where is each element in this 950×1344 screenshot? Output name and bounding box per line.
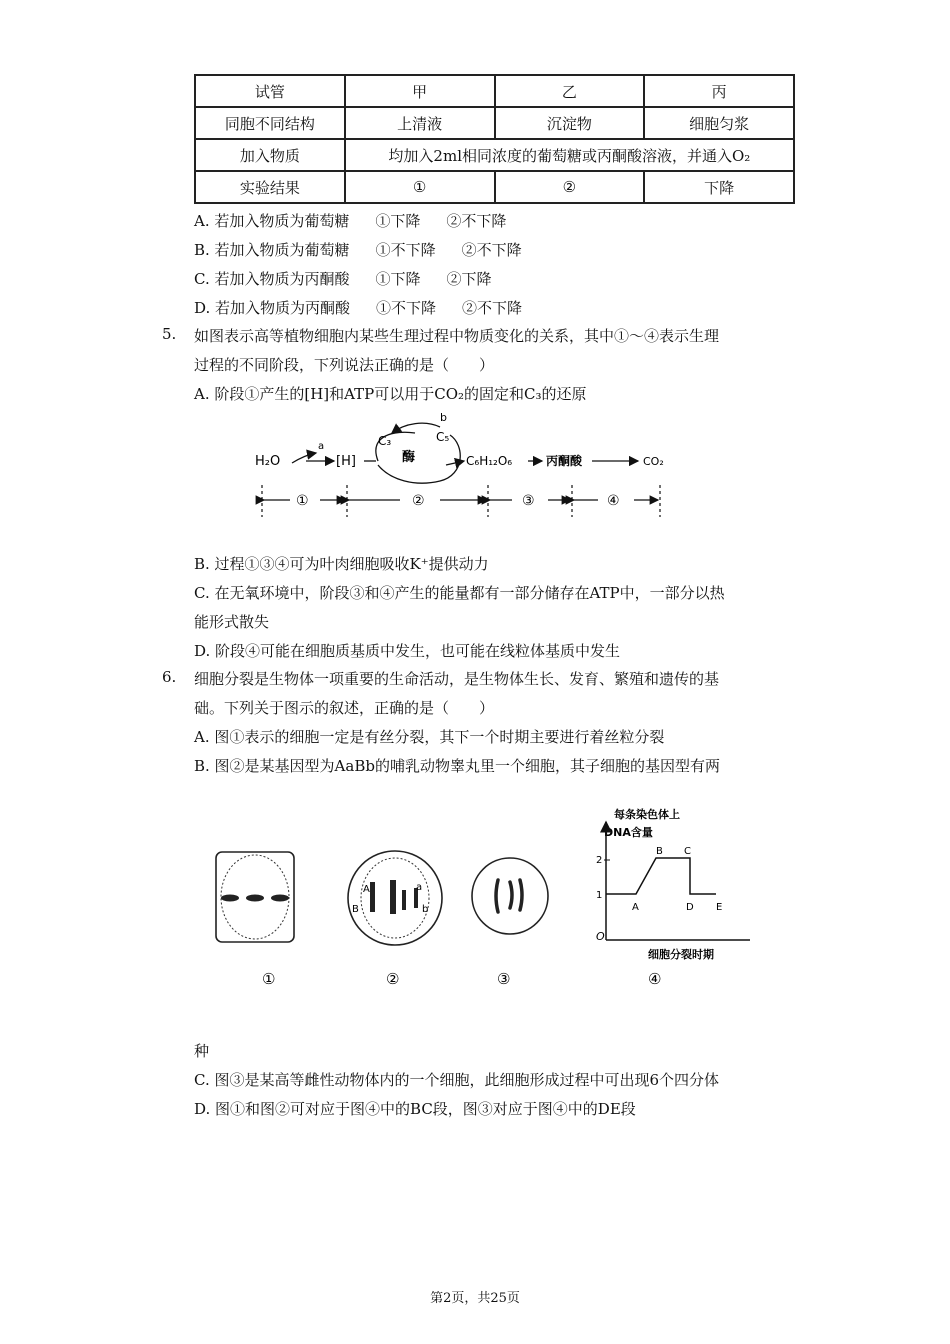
stage-1-label: ①: [296, 493, 309, 509]
graph-point-E: E: [716, 902, 723, 913]
figure-caption-2: ②: [386, 970, 400, 988]
table-cell: 均加入2ml相同浓度的葡萄糖或丙酮酸溶液，并通入O₂: [345, 139, 794, 171]
table-cell: 丙: [644, 75, 794, 107]
graph-point-C: C: [684, 846, 691, 857]
gene-label-a: a: [416, 882, 423, 893]
table-row: [195, 171, 794, 203]
graph-ytitle-2: DNA含量: [604, 826, 653, 839]
graph-ytick-2: 2: [596, 855, 603, 866]
q6-stem: 础。下列关于图示的叙述，正确的是（ ）: [194, 699, 495, 717]
glucose-label: C₆H₁₂O₆: [466, 454, 513, 468]
table-cell: ②: [495, 171, 645, 203]
graph-point-D: D: [686, 902, 694, 913]
figure-caption-4: ④: [648, 970, 662, 988]
q5-stem: 如图表示高等植物细胞内某些生理过程中物质变化的关系，其中①～④表示生理: [194, 327, 720, 345]
table-row: [195, 75, 794, 107]
table-cell: 加入物质: [195, 139, 345, 171]
q6-option-d: D. 图①和图②可对应于图④中的BC段，图③对应于图④中的DE段: [194, 1100, 636, 1118]
q5-option-c-cont: 能形式散失: [194, 613, 270, 631]
q6-option-b: B. 图②是某基因型为AaBb的哺乳动物睾丸里一个细胞，其子细胞的基因型有两: [194, 757, 720, 775]
cell-division-figure: [200, 800, 750, 1000]
pyruvate-label: 丙酮酸: [546, 454, 583, 468]
q5-option-b: B. 过程①③④可为叶肉细胞吸收K⁺提供动力: [194, 555, 489, 573]
q5-number: 5.: [162, 325, 177, 343]
q4-option-a: A. 若加入物质为葡萄糖 ①下降 ②不下降: [194, 212, 507, 230]
table-cell: ①: [345, 171, 495, 203]
stage-2-label: ②: [412, 493, 425, 509]
co2-label: CO₂: [643, 455, 664, 468]
q5-option-d: D. 阶段④可能在细胞质基质中发生，也可能在线粒体基质中发生: [194, 642, 621, 660]
photosynthesis-diagram: [250, 405, 680, 525]
q4-option-d: D. 若加入物质为丙酮酸 ①不下降 ②不下降: [194, 299, 523, 317]
table-cell: 乙: [495, 75, 645, 107]
enzyme-label: 酶: [402, 450, 416, 465]
a-label: a: [318, 441, 325, 452]
b-label: b: [440, 411, 447, 424]
table-cell: 同胞不同结构: [195, 107, 345, 139]
q6-stem: 细胞分裂是生物体一项重要的生命活动，是生物体生长、发育、繁殖和遗传的基: [194, 670, 720, 688]
table-cell: 沉淀物: [495, 107, 645, 139]
figure-caption-3: ③: [497, 970, 511, 988]
gene-label-B: B: [352, 904, 359, 915]
table-cell: 甲: [345, 75, 495, 107]
q6-number: 6.: [162, 668, 177, 686]
q5-stem: 过程的不同阶段，下列说法正确的是（ ）: [194, 356, 495, 374]
gene-label-A: A: [363, 884, 370, 895]
figure-caption-1: ①: [262, 970, 276, 988]
graph-point-B: B: [656, 846, 663, 857]
q5-option-c: C. 在无氧环境中，阶段③和④产生的能量都有一部分储存在ATP中，一部分以热: [194, 584, 725, 602]
c5-label: C₅: [436, 430, 450, 444]
q6-option-c: C. 图③是某高等雌性动物体内的一个细胞，此细胞形成过程中可出现6个四分体: [194, 1071, 720, 1089]
graph-point-A: A: [632, 902, 639, 913]
stage-3-label: ③: [522, 493, 535, 509]
q6-option-a: A. 图①表示的细胞一定是有丝分裂，其下一个时期主要进行着丝粒分裂: [194, 728, 665, 746]
experiment-table: [194, 74, 795, 204]
q6-option-b-cont: 种: [194, 1042, 210, 1060]
graph-origin: O: [596, 930, 605, 943]
table-cell: 下降: [644, 171, 794, 203]
q5-option-a: A. 阶段①产生的[H]和ATP可以用于CO₂的固定和C₃的还原: [194, 385, 587, 403]
graph-ytick-1: 1: [596, 890, 603, 901]
h2o-label: H₂O: [255, 454, 281, 469]
graph-ytitle: 每条染色体上: [614, 808, 680, 821]
c3-label: C₃: [378, 434, 392, 448]
table-cell: 上清液: [345, 107, 495, 139]
q4-option-c: C. 若加入物质为丙酮酸 ①下降 ②下降: [194, 270, 492, 288]
table-row: [195, 139, 794, 171]
h-label: [H]: [336, 454, 356, 469]
graph-xtitle: 细胞分裂时期: [648, 948, 714, 961]
stage-4-label: ④: [607, 493, 620, 509]
table-cell: 细胞匀浆: [644, 107, 794, 139]
q4-option-b: B. 若加入物质为葡萄糖 ①不下降 ②不下降: [194, 241, 522, 259]
table-cell: 实验结果: [195, 171, 345, 203]
table-row: [195, 107, 794, 139]
page-footer: 第2页，共25页: [430, 1291, 520, 1306]
table-cell: 试管: [195, 75, 345, 107]
gene-label-b: b: [422, 904, 429, 915]
